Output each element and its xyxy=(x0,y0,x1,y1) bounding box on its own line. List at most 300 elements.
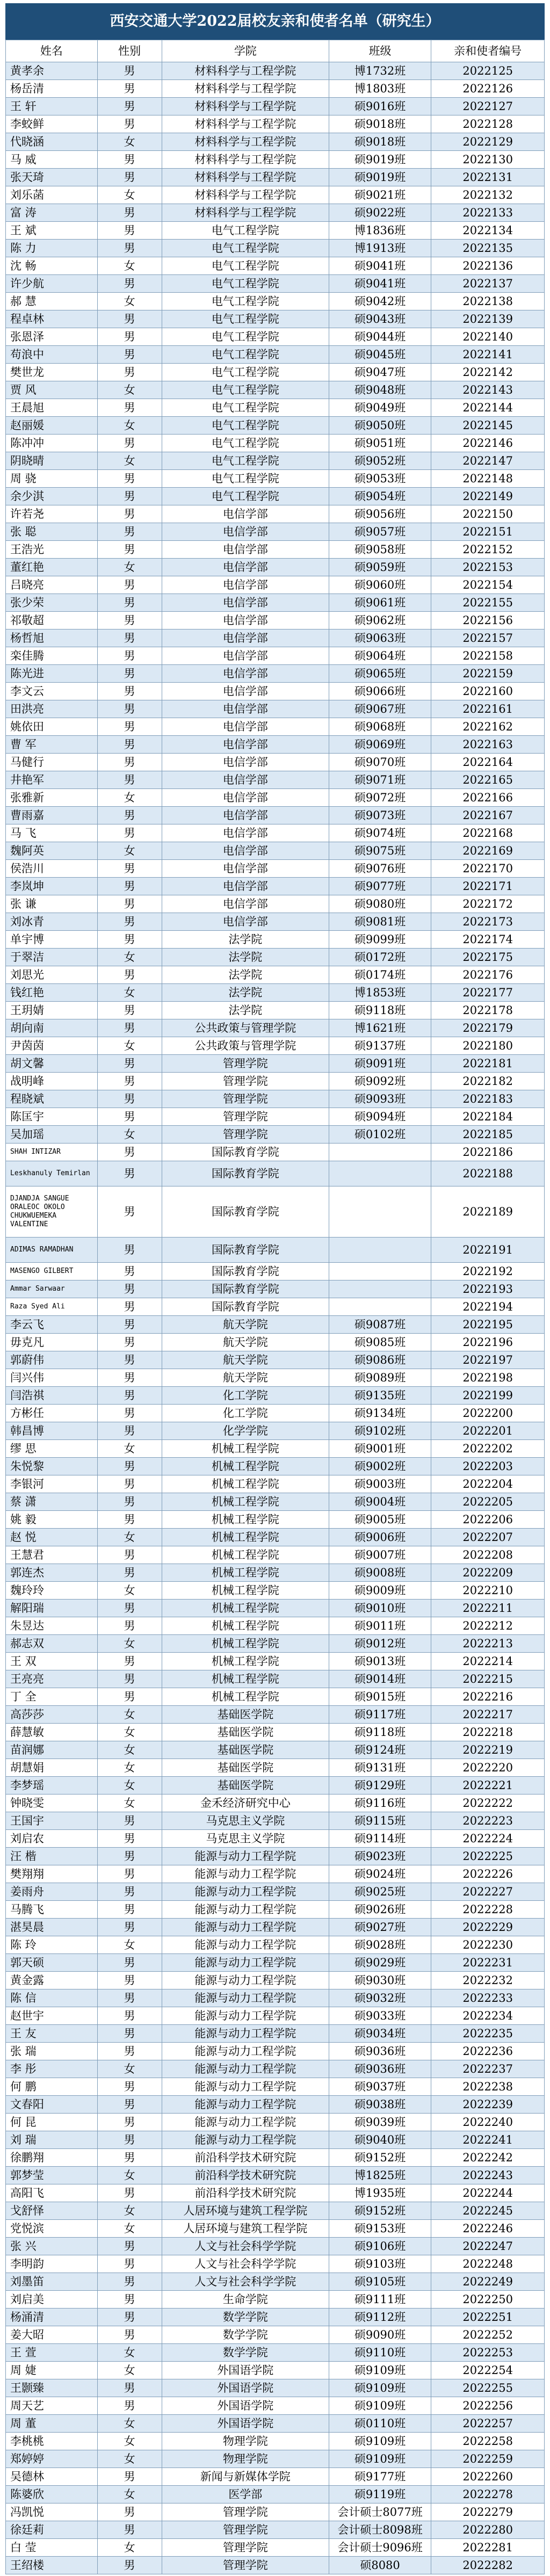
cell-gender: 女 xyxy=(97,2415,162,2433)
cell-gender: 男 xyxy=(97,2468,162,2486)
cell-ambassador-id: 2022234 xyxy=(431,2007,545,2025)
document-title: 西安交通大学2022届校友亲和使者名单（研究生） xyxy=(5,3,545,40)
table-row xyxy=(6,1954,545,1972)
table-row xyxy=(6,328,545,346)
cell-gender: 男 xyxy=(97,169,162,186)
cell-name: 周天艺 xyxy=(6,2397,98,2415)
cell-name: 陈匡宇 xyxy=(6,1108,98,1126)
table-row xyxy=(6,1600,545,1617)
cell-gender: 男 xyxy=(97,1387,162,1405)
table-row xyxy=(6,399,545,417)
cell-gender: 女 xyxy=(97,186,162,204)
cell-school: 能源与动力工程学院 xyxy=(162,1901,329,1919)
cell-name: 胡文馨 xyxy=(6,1055,98,1073)
cell-school: 管理学院 xyxy=(162,2521,329,2539)
cell-ambassador-id: 2022147 xyxy=(431,452,545,470)
cell-ambassador-id: 2022208 xyxy=(431,1546,545,1564)
cell-ambassador-id: 2022134 xyxy=(431,222,545,240)
table-row xyxy=(6,1334,545,1351)
table-row xyxy=(6,594,545,612)
cell-school: 数学学院 xyxy=(162,2309,329,2326)
cell-school: 电信学部 xyxy=(162,612,329,629)
cell-gender: 女 xyxy=(97,417,162,435)
cell-gender: 男 xyxy=(97,523,162,541)
cell-ambassador-id: 2022163 xyxy=(431,736,545,754)
table-row xyxy=(6,736,545,754)
table-row xyxy=(6,1055,545,1073)
table-row xyxy=(6,824,545,842)
cell-class: 硕9048班 xyxy=(329,381,431,399)
cell-class: 硕9071班 xyxy=(329,771,431,789)
cell-ambassador-id: 2022279 xyxy=(431,2503,545,2521)
cell-name: 王 斌 xyxy=(6,222,98,240)
cell-gender: 男 xyxy=(97,1186,162,1238)
cell-gender: 男 xyxy=(97,1019,162,1037)
cell-class: 硕9013班 xyxy=(329,1653,431,1670)
cell-school: 人文与社会科学学院 xyxy=(162,2273,329,2291)
cell-ambassador-id: 2022250 xyxy=(431,2291,545,2309)
cell-class: 硕9023班 xyxy=(329,1848,431,1865)
table-row xyxy=(6,1919,545,1936)
cell-ambassador-id: 2022149 xyxy=(431,488,545,505)
cell-class: 硕9092班 xyxy=(329,1073,431,1090)
cell-ambassador-id: 2022224 xyxy=(431,1830,545,1848)
cell-name: 李岚坤 xyxy=(6,878,98,895)
cell-school: 电信学部 xyxy=(162,629,329,647)
table-row xyxy=(6,2149,545,2167)
cell-school: 材料科学与工程学院 xyxy=(162,80,329,98)
cell-class: 硕9067班 xyxy=(329,700,431,718)
cell-name: 徐廷莉 xyxy=(6,2521,98,2539)
cell-name: 曹 军 xyxy=(6,736,98,754)
cell-class: 硕9037班 xyxy=(329,2078,431,2096)
cell-school: 能源与动力工程学院 xyxy=(162,1865,329,1883)
cell-ambassador-id: 2022152 xyxy=(431,541,545,559)
cell-class: 硕9030班 xyxy=(329,1972,431,1989)
cell-name: 郭梦莹 xyxy=(6,2167,98,2184)
table-row xyxy=(6,2131,545,2149)
cell-gender: 男 xyxy=(97,736,162,754)
cell-class: 硕9110班 xyxy=(329,2344,431,2362)
cell-class: 硕9012班 xyxy=(329,1635,431,1653)
cell-school: 材料科学与工程学院 xyxy=(162,186,329,204)
cell-ambassador-id: 2022164 xyxy=(431,754,545,771)
table-row xyxy=(6,541,545,559)
cell-school: 新闻与新媒体学院 xyxy=(162,2468,329,2486)
table-row xyxy=(6,1351,545,1369)
cell-class: 硕9025班 xyxy=(329,1883,431,1901)
cell-school: 电信学部 xyxy=(162,860,329,878)
table-row xyxy=(6,913,545,931)
cell-name: 钱红艳 xyxy=(6,984,98,1002)
cell-class: 硕9153班 xyxy=(329,2220,431,2238)
cell-gender: 男 xyxy=(97,1144,162,1161)
cell-class: 硕9074班 xyxy=(329,824,431,842)
table-row xyxy=(6,1316,545,1334)
cell-ambassador-id: 2022141 xyxy=(431,346,545,364)
table-row xyxy=(6,683,545,700)
cell-class: 硕9089班 xyxy=(329,1369,431,1387)
cell-school: 材料科学与工程学院 xyxy=(162,115,329,133)
cell-school: 电信学部 xyxy=(162,559,329,576)
cell-ambassador-id: 2022260 xyxy=(431,2468,545,2486)
cell-class: 硕9093班 xyxy=(329,1090,431,1108)
cell-gender: 男 xyxy=(97,2114,162,2131)
cell-school: 管理学院 xyxy=(162,2503,329,2521)
table-row xyxy=(6,204,545,222)
cell-gender: 男 xyxy=(97,1263,162,1280)
cell-name: 张雅新 xyxy=(6,789,98,807)
cell-gender: 男 xyxy=(97,1600,162,1617)
cell-gender: 男 xyxy=(97,2131,162,2149)
cell-gender: 男 xyxy=(97,2238,162,2255)
cell-ambassador-id: 2022212 xyxy=(431,1617,545,1635)
cell-school: 管理学院 xyxy=(162,1108,329,1126)
header-class: 班级 xyxy=(329,40,431,62)
cell-ambassador-id: 2022257 xyxy=(431,2415,545,2433)
table-row xyxy=(6,2078,545,2096)
table-row xyxy=(6,878,545,895)
cell-class: 硕9109班 xyxy=(329,2379,431,2397)
table-row xyxy=(6,98,545,115)
cell-school: 机械工程学院 xyxy=(162,1546,329,1564)
cell-ambassador-id: 2022165 xyxy=(431,771,545,789)
cell-school: 生命学院 xyxy=(162,2291,329,2309)
cell-class: 硕9009班 xyxy=(329,1582,431,1600)
table-row xyxy=(6,2486,545,2503)
cell-class xyxy=(329,1280,431,1298)
cell-class: 硕9056班 xyxy=(329,505,431,523)
cell-gender: 男 xyxy=(97,399,162,417)
table-row xyxy=(6,1073,545,1090)
cell-ambassador-id: 2022221 xyxy=(431,1777,545,1794)
cell-school: 电信学部 xyxy=(162,736,329,754)
cell-name: 程晓斌 xyxy=(6,1090,98,1108)
table-row xyxy=(6,1724,545,1741)
cell-school: 能源与动力工程学院 xyxy=(162,2131,329,2149)
table-row xyxy=(6,222,545,240)
cell-school: 能源与动力工程学院 xyxy=(162,2043,329,2060)
cell-name: 苗润娜 xyxy=(6,1741,98,1759)
cell-class: 硕9004班 xyxy=(329,1493,431,1511)
cell-name: 程卓林 xyxy=(6,310,98,328)
cell-ambassador-id: 2022213 xyxy=(431,1635,545,1653)
cell-school: 人文与社会科学学院 xyxy=(162,2255,329,2273)
cell-class: 硕9061班 xyxy=(329,594,431,612)
cell-ambassador-id: 2022201 xyxy=(431,1422,545,1440)
cell-school: 电信学部 xyxy=(162,576,329,594)
cell-name: 白 莹 xyxy=(6,2539,98,2557)
cell-ambassador-id: 2022229 xyxy=(431,1919,545,1936)
cell-ambassador-id: 2022137 xyxy=(431,275,545,293)
cell-ambassador-id: 2022223 xyxy=(431,1812,545,1830)
cell-ambassador-id: 2022130 xyxy=(431,151,545,169)
cell-school: 机械工程学院 xyxy=(162,1582,329,1600)
cell-ambassador-id: 2022251 xyxy=(431,2309,545,2326)
cell-gender: 男 xyxy=(97,488,162,505)
cell-ambassador-id: 2022161 xyxy=(431,700,545,718)
table-row xyxy=(6,860,545,878)
cell-ambassador-id: 2022155 xyxy=(431,594,545,612)
cell-class: 硕9109班 xyxy=(329,2433,431,2450)
table-row xyxy=(6,1529,545,1546)
cell-class: 硕9177班 xyxy=(329,2468,431,2486)
cell-ambassador-id: 2022210 xyxy=(431,1582,545,1600)
cell-ambassador-id: 2022240 xyxy=(431,2114,545,2131)
cell-gender: 男 xyxy=(97,1055,162,1073)
cell-ambassador-id: 2022252 xyxy=(431,2326,545,2344)
cell-name: 郝 慧 xyxy=(6,293,98,310)
table-row xyxy=(6,1090,545,1108)
cell-gender: 男 xyxy=(97,594,162,612)
cell-name: 张 谦 xyxy=(6,895,98,913)
table-row xyxy=(6,2025,545,2043)
table-row xyxy=(6,346,545,364)
cell-ambassador-id: 2022241 xyxy=(431,2131,545,2149)
cell-school: 前沿科学技术研究院 xyxy=(162,2184,329,2202)
cell-name: 湛昊晨 xyxy=(6,1919,98,1936)
table-row xyxy=(6,2344,545,2362)
cell-ambassador-id: 2022239 xyxy=(431,2096,545,2114)
cell-gender: 男 xyxy=(97,1238,162,1263)
cell-school: 材料科学与工程学院 xyxy=(162,204,329,222)
cell-name: 赵 悦 xyxy=(6,1529,98,1546)
cell-ambassador-id: 2022142 xyxy=(431,364,545,381)
cell-school: 国际教育学院 xyxy=(162,1238,329,1263)
table-row xyxy=(6,1161,545,1186)
cell-class: 硕9019班 xyxy=(329,151,431,169)
cell-gender: 男 xyxy=(97,1475,162,1493)
cell-school: 法学院 xyxy=(162,966,329,984)
table-row xyxy=(6,488,545,505)
cell-gender: 女 xyxy=(97,2433,162,2450)
cell-name: 何 鹏 xyxy=(6,2078,98,2096)
table-row xyxy=(6,629,545,647)
table-row xyxy=(6,1830,545,1848)
cell-class: 硕9112班 xyxy=(329,2309,431,2326)
cell-gender: 女 xyxy=(97,1635,162,1653)
cell-class: 硕9070班 xyxy=(329,754,431,771)
cell-gender: 男 xyxy=(97,2557,162,2574)
cell-name: 许少航 xyxy=(6,275,98,293)
table-header-row xyxy=(6,40,545,62)
cell-name: 董红艳 xyxy=(6,559,98,576)
cell-gender: 男 xyxy=(97,1316,162,1334)
cell-gender: 男 xyxy=(97,1511,162,1529)
cell-class xyxy=(329,1263,431,1280)
cell-school: 能源与动力工程学院 xyxy=(162,1883,329,1901)
cell-ambassador-id: 2022222 xyxy=(431,1794,545,1812)
cell-ambassador-id: 2022132 xyxy=(431,186,545,204)
cell-gender: 男 xyxy=(97,1405,162,1422)
cell-class: 会计硕士9096班 xyxy=(329,2539,431,2557)
cell-name: 李 彤 xyxy=(6,2060,98,2078)
table-row xyxy=(6,754,545,771)
cell-ambassador-id: 2022218 xyxy=(431,1724,545,1741)
cell-ambassador-id: 2022168 xyxy=(431,824,545,842)
table-row xyxy=(6,257,545,275)
cell-class: 硕9040班 xyxy=(329,2131,431,2149)
cell-class: 硕9041班 xyxy=(329,275,431,293)
cell-gender: 女 xyxy=(97,1440,162,1458)
cell-name: 黄金露 xyxy=(6,1972,98,1989)
cell-class: 硕9018班 xyxy=(329,115,431,133)
cell-ambassador-id: 2022174 xyxy=(431,931,545,949)
cell-name: 张天琦 xyxy=(6,169,98,186)
cell-gender: 男 xyxy=(97,204,162,222)
cell-name: 刘思光 xyxy=(6,966,98,984)
cell-name: 郭蔚伟 xyxy=(6,1351,98,1369)
cell-school: 化工学院 xyxy=(162,1387,329,1405)
cell-gender: 女 xyxy=(97,2202,162,2220)
cell-gender: 男 xyxy=(97,151,162,169)
table-row xyxy=(6,1883,545,1901)
table-row xyxy=(6,2238,545,2255)
cell-name: 毋克凡 xyxy=(6,1334,98,1351)
cell-gender: 男 xyxy=(97,115,162,133)
cell-school: 电信学部 xyxy=(162,718,329,736)
cell-gender: 男 xyxy=(97,2007,162,2025)
cell-class: 硕9075班 xyxy=(329,842,431,860)
cell-name: 汪 楷 xyxy=(6,1848,98,1865)
cell-school: 机械工程学院 xyxy=(162,1493,329,1511)
table-row xyxy=(6,2397,545,2415)
cell-school: 机械工程学院 xyxy=(162,1529,329,1546)
table-row xyxy=(6,1670,545,1688)
cell-name: 姜雨舟 xyxy=(6,1883,98,1901)
cell-gender: 男 xyxy=(97,2184,162,2202)
cell-ambassador-id: 2022207 xyxy=(431,1529,545,1546)
cell-ambassador-id: 2022258 xyxy=(431,2433,545,2450)
table-row xyxy=(6,1741,545,1759)
cell-name: 许若尧 xyxy=(6,505,98,523)
cell-name: 代晓涵 xyxy=(6,133,98,151)
cell-ambassador-id: 2022199 xyxy=(431,1387,545,1405)
table-row xyxy=(6,949,545,966)
table-row xyxy=(6,62,545,80)
table-row xyxy=(6,2273,545,2291)
cell-ambassador-id: 2022202 xyxy=(431,1440,545,1458)
cell-ambassador-id: 2022242 xyxy=(431,2149,545,2167)
cell-gender: 男 xyxy=(97,2078,162,2096)
cell-ambassador-id: 2022254 xyxy=(431,2362,545,2379)
cell-gender: 男 xyxy=(97,931,162,949)
cell-gender: 男 xyxy=(97,1369,162,1387)
cell-gender: 男 xyxy=(97,1653,162,1670)
cell-school: 外国语学院 xyxy=(162,2362,329,2379)
table-row xyxy=(6,1019,545,1037)
cell-class: 硕9008班 xyxy=(329,1564,431,1582)
table-row xyxy=(6,275,545,293)
cell-name: 刘乐菡 xyxy=(6,186,98,204)
cell-class: 硕9018班 xyxy=(329,133,431,151)
cell-name: 陈 玲 xyxy=(6,1936,98,1954)
header-gender: 性别 xyxy=(97,40,162,62)
cell-ambassador-id: 2022214 xyxy=(431,1653,545,1670)
cell-school: 公共政策与管理学院 xyxy=(162,1019,329,1037)
cell-name: 文春阳 xyxy=(6,2096,98,2114)
cell-gender: 男 xyxy=(97,1458,162,1475)
table-row xyxy=(6,293,545,310)
cell-name: 沈 畅 xyxy=(6,257,98,275)
cell-gender: 女 xyxy=(97,257,162,275)
cell-class: 硕9028班 xyxy=(329,1936,431,1954)
cell-school: 能源与动力工程学院 xyxy=(162,1848,329,1865)
cell-school: 人居环境与建筑工程学院 xyxy=(162,2220,329,2238)
cell-class: 硕9073班 xyxy=(329,807,431,824)
cell-ambassador-id: 2022248 xyxy=(431,2255,545,2273)
table-row xyxy=(6,1972,545,1989)
cell-school: 物理学院 xyxy=(162,2433,329,2450)
cell-name: 缪 思 xyxy=(6,1440,98,1458)
cell-ambassador-id: 2022226 xyxy=(431,1865,545,1883)
table-row xyxy=(6,2043,545,2060)
table-row xyxy=(6,2362,545,2379)
cell-school: 电信学部 xyxy=(162,594,329,612)
table-row xyxy=(6,1186,545,1238)
cell-gender: 男 xyxy=(97,1670,162,1688)
table-row xyxy=(6,381,545,399)
cell-school: 机械工程学院 xyxy=(162,1688,329,1706)
table-row xyxy=(6,133,545,151)
cell-name: 马 飞 xyxy=(6,824,98,842)
cell-name: MASENGO GILBERT xyxy=(6,1263,98,1280)
cell-gender: 男 xyxy=(97,80,162,98)
cell-gender: 男 xyxy=(97,683,162,700)
cell-gender: 男 xyxy=(97,1954,162,1972)
table-row xyxy=(6,2326,545,2344)
cell-ambassador-id: 2022191 xyxy=(431,1238,545,1263)
cell-name: 刘启农 xyxy=(6,1830,98,1848)
cell-class: 硕9026班 xyxy=(329,1901,431,1919)
cell-gender: 女 xyxy=(97,1037,162,1055)
table-row xyxy=(6,807,545,824)
cell-school: 管理学院 xyxy=(162,1090,329,1108)
cell-class: 博1803班 xyxy=(329,80,431,98)
table-row xyxy=(6,2202,545,2220)
cell-class: 硕9115班 xyxy=(329,1812,431,1830)
cell-ambassador-id: 2022144 xyxy=(431,399,545,417)
cell-gender: 女 xyxy=(97,381,162,399)
cell-name: 高阳飞 xyxy=(6,2184,98,2202)
cell-name: 张少荣 xyxy=(6,594,98,612)
cell-school: 法学院 xyxy=(162,1002,329,1019)
cell-class: 硕9022班 xyxy=(329,204,431,222)
cell-class: 硕9077班 xyxy=(329,878,431,895)
cell-gender: 男 xyxy=(97,1090,162,1108)
cell-school: 能源与动力工程学院 xyxy=(162,2114,329,2131)
cell-ambassador-id: 2022154 xyxy=(431,576,545,594)
cell-name: 刘墨笛 xyxy=(6,2273,98,2291)
ambassador-table xyxy=(5,40,545,2574)
cell-class: 会计硕士8098班 xyxy=(329,2521,431,2539)
header-school: 学院 xyxy=(162,40,329,62)
cell-class: 博1825班 xyxy=(329,2167,431,2184)
cell-gender: 女 xyxy=(97,1126,162,1144)
cell-name: Ammar Sarwaar xyxy=(6,1280,98,1298)
cell-name: 闫浩祺 xyxy=(6,1387,98,1405)
cell-class: 硕9010班 xyxy=(329,1600,431,1617)
cell-ambassador-id: 2022175 xyxy=(431,949,545,966)
cell-class: 硕9024班 xyxy=(329,1865,431,1883)
cell-name: 郑婷婷 xyxy=(6,2450,98,2468)
cell-school: 公共政策与管理学院 xyxy=(162,1037,329,1055)
cell-name: 薛慧敏 xyxy=(6,1724,98,1741)
cell-ambassador-id: 2022145 xyxy=(431,417,545,435)
cell-ambassador-id: 2022158 xyxy=(431,647,545,665)
cell-class: 硕0110班 xyxy=(329,2415,431,2433)
table-row xyxy=(6,842,545,860)
